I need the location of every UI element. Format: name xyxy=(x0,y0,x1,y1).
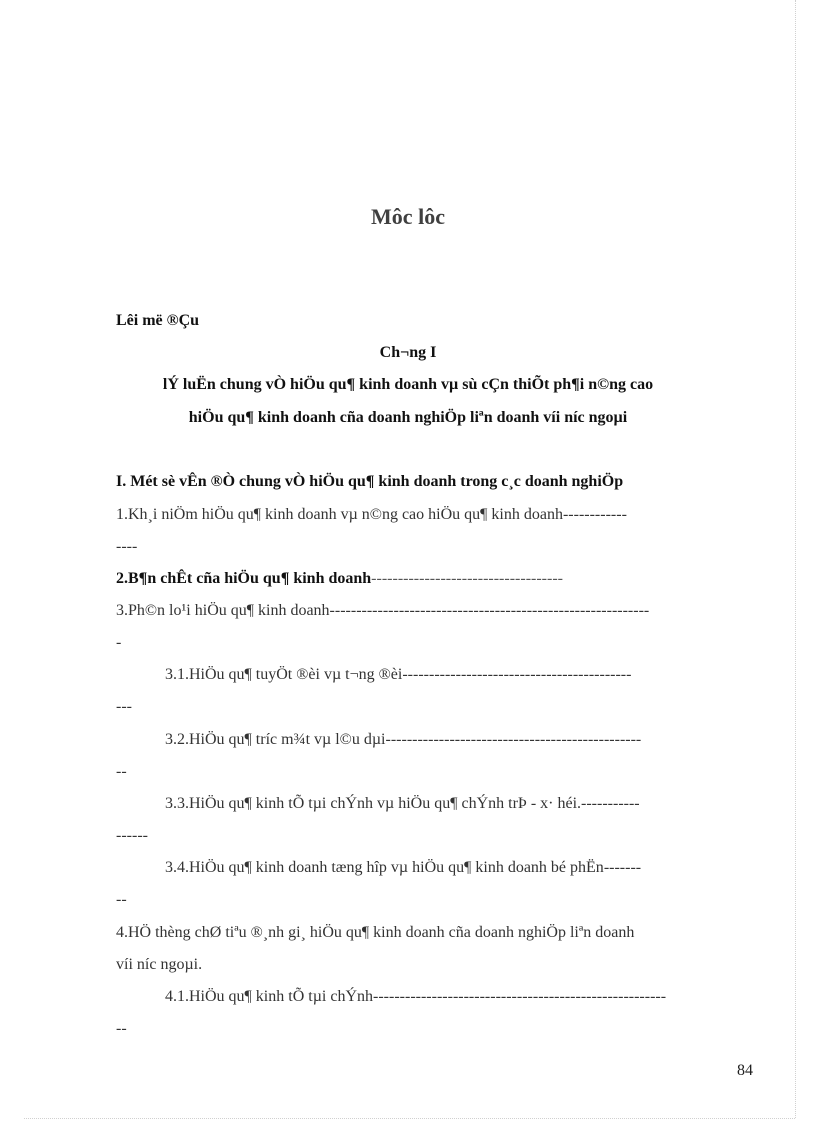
toc-item-4-1 xyxy=(165,988,666,1006)
toc-item-3-3 xyxy=(165,795,640,813)
toc-item-4-continued: víi níc ngoµi. xyxy=(116,956,203,973)
toc-leader: ------------------------------------------------------- xyxy=(373,988,667,1005)
toc-item-3 xyxy=(116,602,649,620)
toc-leader: ------------------------------------ xyxy=(371,570,563,587)
toc-item-3-4 xyxy=(165,859,641,877)
toc-item-text: 3.4.HiÖu qu¶ kinh doanh tæng hîp vµ hiÖu qu¶ kinh doanh bé phËn xyxy=(165,859,604,876)
toc-item-1 xyxy=(116,506,627,524)
toc-leader: ------------------------------------------------------------ xyxy=(329,602,650,619)
toc-leader-continued: -- xyxy=(116,891,127,908)
toc-leader: ------------ xyxy=(562,506,627,523)
toc-item-2 xyxy=(116,570,563,588)
toc-leader-continued: ---- xyxy=(116,538,138,555)
toc-leader: ------------------------------------------------ xyxy=(385,731,642,748)
page-edge-right xyxy=(795,0,796,1118)
toc-item-text: 3.2.HiÖu qu¶ tríc m¾t vµ l©u dµi xyxy=(165,731,386,748)
chapter-heading: Ch¬ng I xyxy=(379,344,437,361)
toc-leader-continued: -- xyxy=(116,763,127,780)
page-number: 84 xyxy=(737,1062,753,1079)
toc-leader-continued: - xyxy=(116,634,122,651)
toc-item-text: 3.3.HiÖu qu¶ kinh tÕ tµi chÝnh vµ hiÖu qu¶ chÝnh trÞ - x· héi. xyxy=(165,795,582,812)
toc-leader-continued: --- xyxy=(116,698,132,715)
toc-item-text: 3.1.HiÖu qu¶ tuyÖt ®èi vµ t¬ng ®èi xyxy=(165,666,403,683)
toc-item-text: 3.Ph©n lo¹i hiÖu qu¶ kinh doanh xyxy=(116,602,330,619)
page-edge-bottom xyxy=(24,1118,795,1119)
toc-intro: Lêi më ®Çu xyxy=(116,312,200,329)
toc-leader: ------- xyxy=(603,859,642,876)
page-title: Môc lôc xyxy=(371,204,445,229)
toc-item-text: 2.B¶n chÊt cña hiÖu qu¶ kinh doanh xyxy=(116,570,372,587)
toc-leader-continued: -- xyxy=(116,1020,127,1037)
toc-leader: ------------------------------------------- xyxy=(402,666,632,683)
toc-item-text: 4.1.HiÖu qu¶ kinh tÕ tµi chÝnh xyxy=(165,988,374,1005)
toc-item-text: 1.Kh¸i niÖm hiÖu qu¶ kinh doanh vµ n©ng cao hiÖu qu¶ kinh doanh xyxy=(116,506,563,523)
toc-item-3-1 xyxy=(165,666,631,684)
toc-item-3-2 xyxy=(165,731,641,749)
chapter-title-line-1: lÝ luËn chung vÒ hiÖu qu¶ kinh doanh vµ sù cÇn thiÕt ph¶i n©ng cao xyxy=(162,376,654,393)
toc-leader-continued: ------ xyxy=(116,827,148,844)
toc-item-4: 4.HÖ thèng chØ tiªu ®¸nh gi¸ hiÖu qu¶ kinh doanh cña doanh nghiÖp liªn doanh xyxy=(116,924,635,941)
toc-section-1: I. Mét sè vÊn ®Ò chung vÒ hiÖu qu¶ kinh doanh trong c¸c doanh nghiÖp xyxy=(116,473,624,490)
chapter-title-line-2: hiÖu qu¶ kinh doanh cña doanh nghiÖp liªn doanh víi níc ngoµi xyxy=(188,409,628,426)
toc-leader: ----------- xyxy=(581,795,640,812)
